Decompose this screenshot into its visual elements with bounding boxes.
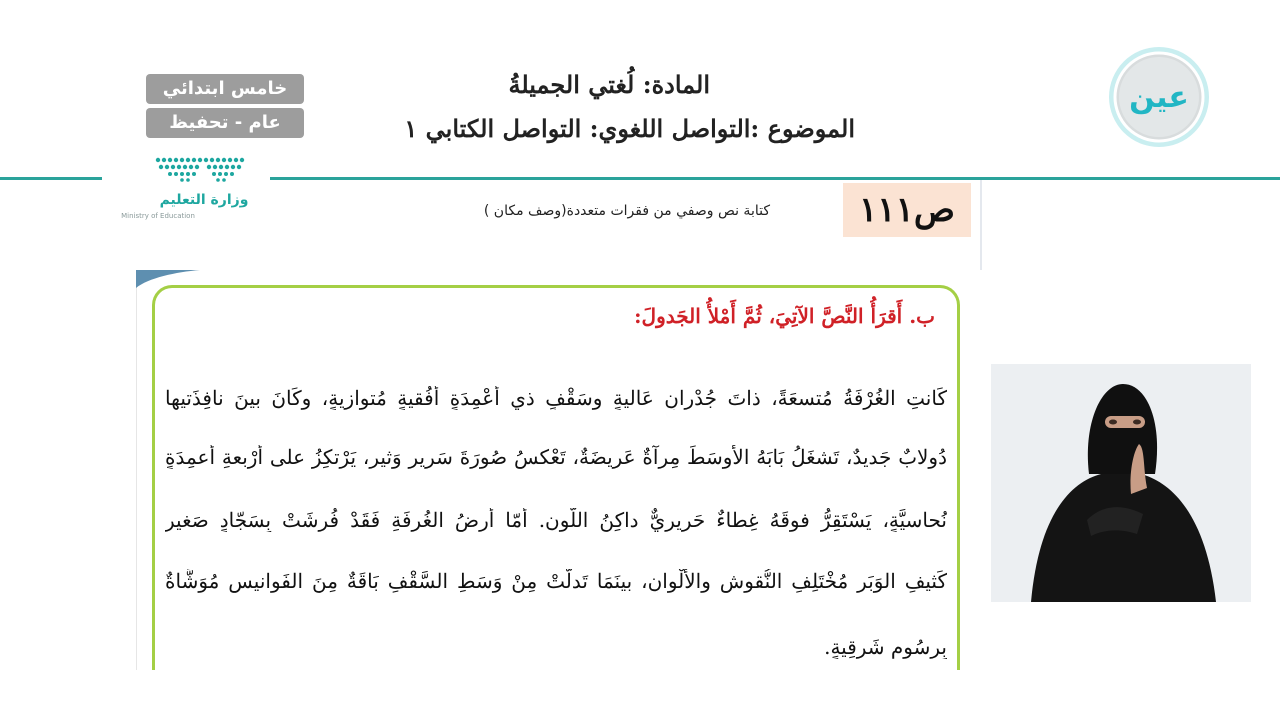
header-divider-right — [270, 177, 1280, 180]
ministry-emblem-icon — [108, 152, 248, 224]
exercise-card — [152, 285, 960, 670]
passage-line: دُولابٌ جَديدٌ، تَشغَلُ بَابَهُ الأوسَطَ مِرآةٌ عَريضَةٌ، تَعْكسُ صُورَةَ سَريرٍ وَثيرٍ، يَرْتكِزُ على أَرْبعةِ أعمِدَةٍ — [165, 445, 947, 469]
ministry-name-en: Ministry of Education — [121, 212, 195, 220]
ministry-name-ar: وزارة التعليم — [159, 192, 248, 208]
content-divider — [980, 180, 982, 270]
topic-title: الموضوع :التواصل اللغوي: التواصل الكتابي ١ — [404, 114, 855, 143]
passage-line: كَانتِ الغُرْفَةُ مُتسعَةً، ذاتَ جُدْرانٍ عَاليةٍ وسَقْفٍ ذي أعْمِدَةٍ أُفُقيةٍ مُتوازيةٍ، وكَانَ بينَ نافِذَتيها — [165, 386, 947, 410]
passage-line: بِرسُومٍ شَرقِيةٍ. — [824, 635, 947, 659]
ministry-logo — [108, 152, 248, 224]
lesson-description: كتابة نص وصفي من فقرات متعددة(وصف مكان ) — [483, 203, 770, 219]
channel-name: عين — [1129, 80, 1189, 115]
grade-badge: خامس ابتدائي — [146, 74, 304, 104]
subject-title: المادة: لُغتي الجميلةُ — [508, 70, 710, 99]
header-divider-left — [0, 177, 102, 180]
exercise-instruction: ب. أَقرَأُ النَّصَّ الآتِيَ، ثُمَّ أَمْلأُ الجَدولَ: — [634, 304, 935, 328]
passage-line: كَثيفِ الوَبَرِ مُخْتَلِفِ النُّقوشِ والأَلْوانِ، بينَمَا تَدلَّتْ مِنْ وَسَطِ السَّقْفِ بَاقَةٌ مِنَ الفَوانيسِ مُوَشَّاةٌ — [165, 569, 947, 593]
page-number-badge: ص١١١ — [843, 183, 971, 237]
page-edge — [136, 270, 137, 670]
channel-logo-icon — [1106, 45, 1212, 149]
interpreter-figure-icon — [991, 364, 1251, 602]
sign-language-video — [991, 364, 1251, 602]
track-badge: عام - تحفيظ — [146, 108, 304, 138]
channel-logo — [1106, 45, 1212, 149]
passage-line: نُحاسيَّةٍ، يَسْتَقِرُّ فوقَهُ غِطاءٌ حَريريٌّ داكِنُ اللَّونِ. أمّا أرضُ الغُرفَةِ فَقَدْ فُرِشَتْ بِسَجّادٍ صَغيرٍ — [165, 508, 947, 532]
